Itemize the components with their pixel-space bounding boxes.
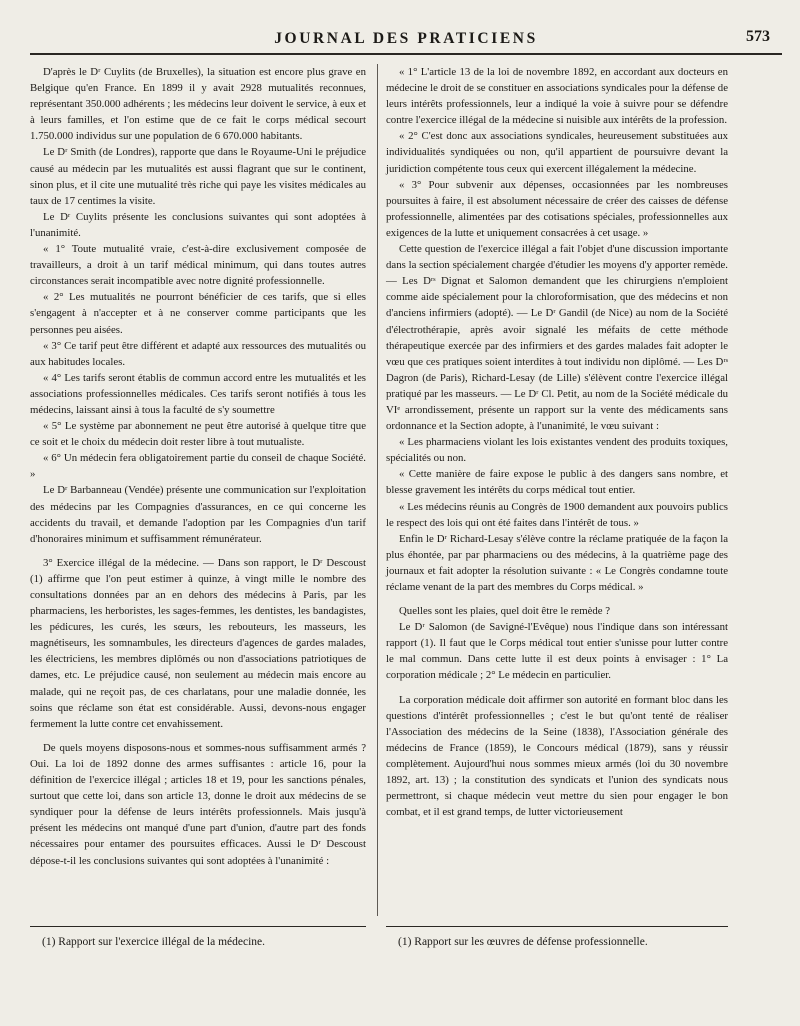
paragraph: Enfin le Dʳ Richard-Lesay s'élève contre la réclame pratiquée de la façon la plus éhontée, par par pharmaciens ou des médecins, à la quatrième page des journaux et fait adopter la résolution suivante : « Le Congrès condamne toute réclame venant de la part des membres du Corps médical. »: [386, 532, 728, 593]
footnote-rule-left: [30, 926, 366, 927]
paragraph: Quelles sont les plaies, quel doit être le remède ?: [399, 605, 611, 618]
paragraph: « 4° Les tarifs seront établis de commun accord entre les mutualités et les associations professionnelles médicales. Ces tarifs seront notifiés à tous les médecins, laissant ainsi à tous la faculté de s'y soumettre: [30, 371, 366, 416]
left-column: [30, 64, 366, 869]
paragraph: « 6° Un médecin fera obligatoirement partie du conseil de chaque Société. »: [30, 452, 366, 481]
paragraph: « Les médecins réunis au Congrès de 1900 demandent aux pouvoirs publics le respect des lois qui ont été faites dans l'intérêt de tous. »: [386, 500, 728, 529]
header-rule: [30, 53, 782, 55]
paragraph: Le Dʳ Cuylits présente les conclusions suivantes qui sont adoptées à l'unanimité.: [30, 210, 366, 239]
page-header: [30, 24, 782, 54]
section-paragraph: 3° Exercice illégal de la médecine. — Dans son rapport, le Dʳ Descoust (1) affirme que l'on peut estimer à quinze, à vingt mille le nombre des consultations données par an en dehors des médecins à Paris, par les pharmaciens, les herboristes, les sages-femmes, les dentistes, les bandagistes, les pédicures, les curés, les sœurs, les rebouteurs, les masseurs, les magnétiseurs, les somnambules, les directeurs d'agences de gardes malades, les électriciens, les membres diplômés ou non d'associations patriotiques de dames, etc. Le préjudice causé, non seulement au médecin mais encore au malade, qui ne reçoit pas, de ces charlatans, pour une maladie donnée, les soins que réclame son état est considérable. Aussi, devons-nous engager fermement la lutte contre cet envahissement.: [30, 556, 366, 730]
footnote-left: (1) Rapport sur l'exercice illégal de la médecine.: [42, 936, 266, 948]
paragraph: « 1° L'article 13 de la loi de novembre 1892, en accordant aux docteurs en médecine le droit de se constituer en associations syndicales pour la défense de leurs intérêts professionnels, leur a indiqué la voie à suivre pour se défendre contre l'exercice illégal de la médecine si nuisible aux intérêts de la profession.: [386, 66, 728, 127]
footnote-rule-right: [386, 926, 728, 927]
column-divider: [377, 64, 378, 916]
paragraph: D'après le Dʳ Cuylits (de Bruxelles), la situation est encore plus grave en Belgique qu'en France. En 1899 il y avait 2928 mutualités reconnues, représentant 350.000 adhérents ; les médecins leur doivent le service, à eux et à leurs familles, et l'on estime que de ce fait le corps médical secourt 1.750.000 individus sur une population de 6 670.000 habitants.: [30, 66, 366, 143]
paragraph: « 2° C'est donc aux associations syndicales, heureusement substituées aux individualités syndiquées ou non, qu'il appartient de poursuivre devant la juridiction compétente tous ceux qui exercent illégalement la médecine.: [386, 130, 728, 175]
paragraph: Le Dʳ Smith (de Londres), rapporte que dans le Royaume-Uni le préjudice causé au médecin par les mutualités est aussi flagrant que sur le continent, sinon plus, et il cite une mutualité très riche qui paye les visites médicales au taux de 17 centimes la visite.: [30, 146, 366, 207]
page-number: 573: [746, 28, 770, 45]
paragraph: « Les pharmaciens violant les lois existantes vendent des produits toxiques, spécialités ou non.: [386, 436, 728, 465]
paragraph: De quels moyens disposons-nous et sommes-nous suffisamment armés ? Oui. La loi de 1892 donne des armes suffisantes : article 16, pour la définition de l'exercice illégal ; articles 18 et 19, pour les sanctions pénales, surtout que cette loi, dans son article 13, donne le droit aux médecins de se syndiquer pour la défense de leurs intérêts professionnels. Mais jusqu'à présent les médecins ont manqué d'une part d'union, d'autre part des fonds nécessaires pour entamer des poursuites efficaces. Aussi le Dʳ Descoust dépose-t-il les conclusions suivantes qui sont adoptées à l'unanimité :: [30, 741, 366, 867]
paragraph: « 3° Ce tarif peut être différent et adapté aux ressources des mutualités ou aux habitudes locales.: [30, 339, 366, 368]
paragraph: « 2° Les mutualités ne pourront bénéficier de ces tarifs, que si elles s'engagent à n'accepter et à ne conserver comme participants que les personnes peu aisées.: [30, 291, 366, 336]
right-column: [386, 64, 728, 820]
paragraph: « 5° Le système par abonnement ne peut être autorisé à quelque titre que ce soit et le choix du médecin doit rester libre à tout mutualiste.: [30, 420, 366, 449]
paragraph: Le Dʳ Barbanneau (Vendée) présente une communication sur l'exploitation des médecins par les Compagnies d'assurances, en ce qui concerne les accidents du travail, et demande l'adoption par les Compagnies d'un tarif d'honoraires minimum et suffisamment rémunérateur.: [30, 484, 366, 545]
paragraph: « 3° Pour subvenir aux dépenses, occasionnées par les nombreuses poursuites à faire, il est absolument nécessaire de créer des caisses de défense professionnelle, alimentées par des cotisations spéciales, professionnelles aux exigences de la lutte et uniquement consacrées à cet usage. »: [386, 178, 728, 239]
paragraph: Le Dʳ Salomon (de Savigné-l'Evêque) nous l'indique dans son intéressant rapport (1). Il faut que le Corps médical tout entier s'unisse pour lutter contre le mal commun. Dans cette lutte il est deux points à envisager : 1° La corporation médicale ; 2° Le médecin en particulier.: [386, 621, 728, 682]
footnote-right: (1) Rapport sur les œuvres de défense professionnelle.: [398, 936, 648, 948]
paragraph: « 1° Toute mutualité vraie, c'est-à-dire exclusivement composée de travailleurs, a droit à un tarif médical minimum, qui dans toutes autres circonstances serait incompatible avec notre dignité professionnelle.: [30, 243, 366, 288]
paragraph: La corporation médicale doit affirmer son autorité en formant bloc dans les questions d'intérêt professionnelles ; c'est le but qu'ont tenté de réaliser l'Association des médecins de la Seine (1838), l'Association générale des médecins de France (1859), le Concours médical (1879), sans y réussir complètement. Aujourd'hui nous sommes mieux armés (loi du 30 novembre 1892, art. 13) ; la constitution des syndicats et l'union des syndicats nous permettront, si chaque médecin veut mettre du sien pour engager le bon combat, et il est grand temps, de lutter victorieusement: [386, 693, 728, 819]
paragraph: Cette question de l'exercice illégal a fait l'objet d'une discussion importante dans la section spécialement chargée d'étudier les moyens d'y apporter remède. — Les Dʳˢ Dignat et Salomon demandent que les chirurgiens n'emploient comme aide spécialement pour la chloroformisation, que des médecins et non d'anciens infirmiers (adopté). — Le Dʳ Gandil (de Nice) au nom de la Société d'électrothérapie, après avoir signalé les méfaits de cette méthode thérapeutique exercée par des infirmiers et des gardes malades fait adopter le vœu que ces pratiques soient interdites à tout individu non diplômé. — Les Dʳˢ Dagron (de Paris), Richard-Lesay (de Lille) s'élèvent contre l'exercice illégal pratiqué par les masseurs. — Le Dʳ Cl. Petit, au nom de la Société médicale du VIᵉ arrondissement, présente un rapport sur la vente des médicaments sans ordonnance et la Section adopte, à l'unanimité, le vœu suivant :: [386, 243, 728, 433]
paragraph: « Cette manière de faire expose le public à des dangers sans nombre, et blesse gravement les intérêts du corps médical tout entier.: [386, 468, 728, 497]
running-title: JOURNAL DES PRATICIENS: [274, 30, 538, 47]
